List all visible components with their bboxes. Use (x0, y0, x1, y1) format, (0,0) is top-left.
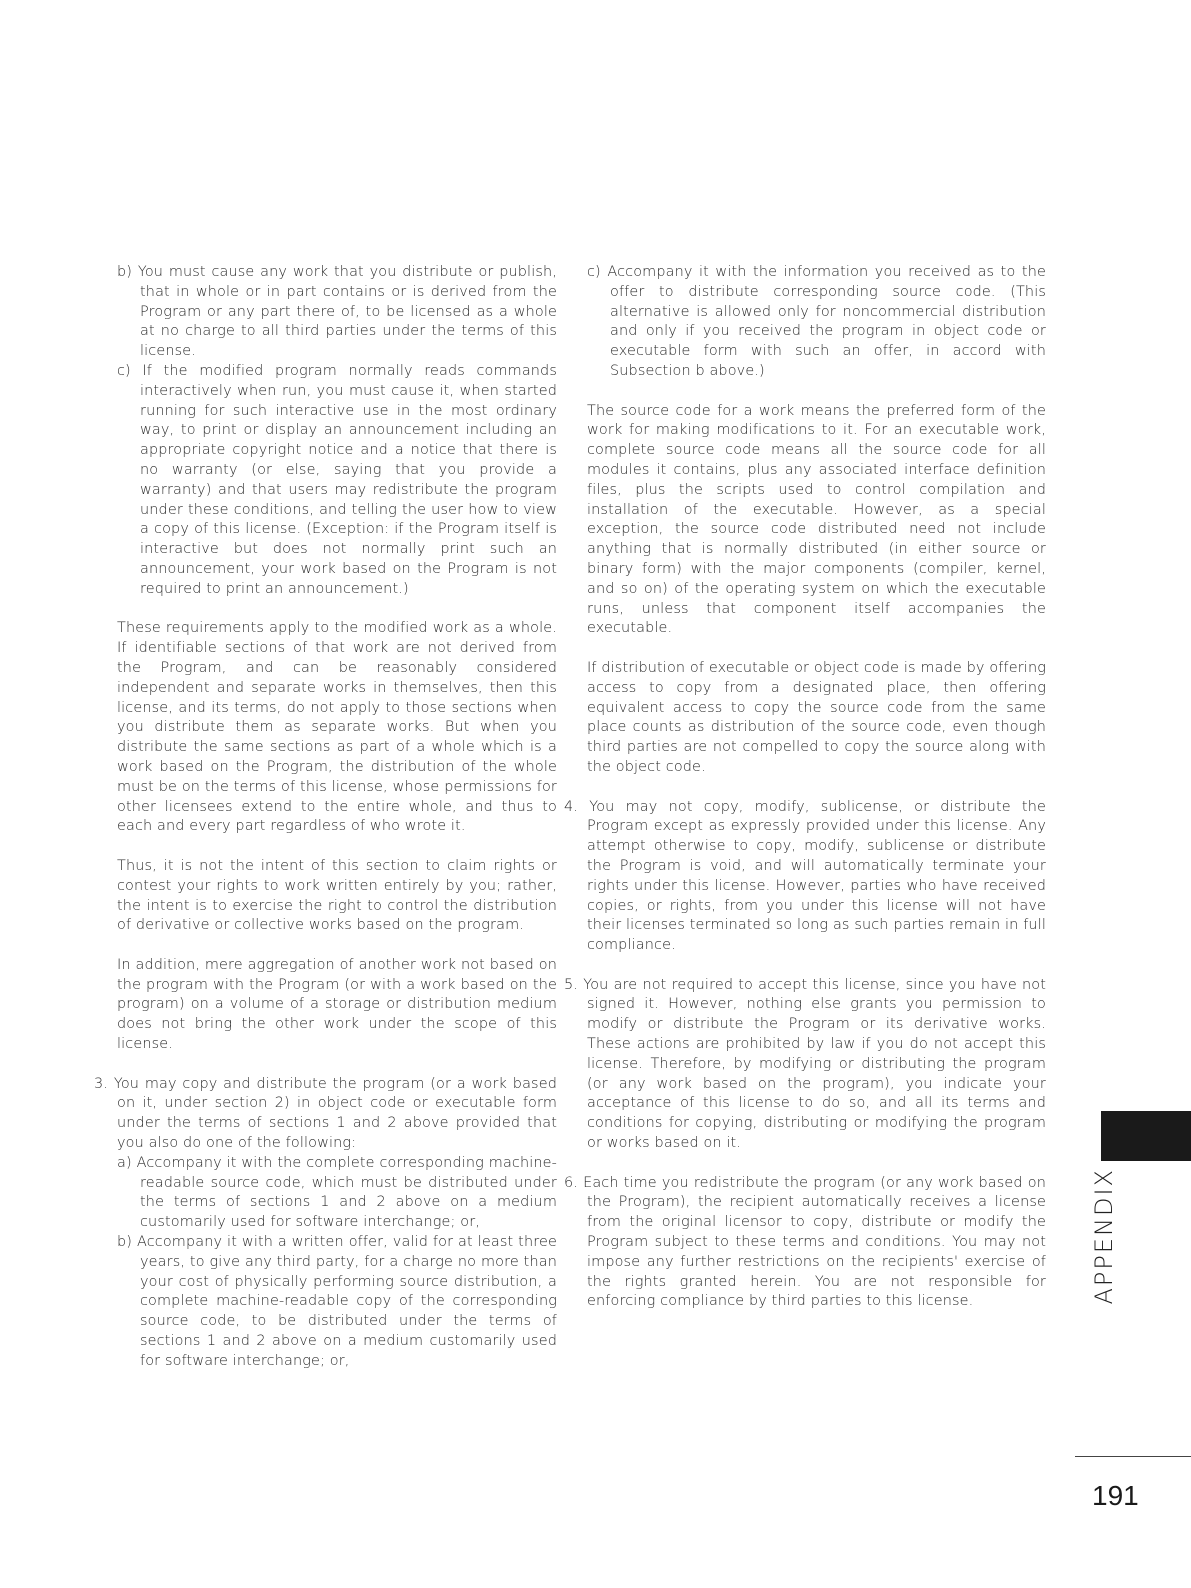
section-5-number: 5. (564, 976, 579, 993)
section-6-number: 6. (564, 1174, 579, 1191)
left-column (94, 263, 558, 1372)
item-a-text: Accompany it with the complete corresponding machine-readable source code, which must be distributed under the terms of sections 1 and 2 above on a medium customarily used for software interchange; or, (136, 1154, 558, 1231)
item-c-text: If the modified program normally reads commands interactively when run, you must cause it, when started running for such interactive use in the most ordinary way, to print or display an announcement including an appropriate copyright notice and a notice that there is no warranty (or else, saying that you provide a warranty) and that users may redistribute the program under these conditions, and telling the user how to view a copy of this license. (Exception: if the Program itself is interactive but does not normally print such an announcement, your work based on the Program is not required to print an announcement.) (140, 362, 557, 597)
page-number: 191 (1092, 1480, 1139, 1511)
paragraph-distribution: If distribution of executable or object code is made by offering access to copy from a designated place, then offering equivalent access to copy the source code from the same place counts as distribution of the source code, even though third parties are not compelled to copy the source along with the object code. (587, 659, 1046, 775)
section-5 (564, 976, 1046, 1154)
section-3-text: You may copy and distribute the program (or a work based on it, under section 2) in object code or executable form under the terms of sections 1 and 2 above provided that you also do one of the following: (113, 1075, 557, 1152)
item-b (117, 263, 557, 362)
section-3-number: 3. (94, 1075, 109, 1092)
item-a (117, 1154, 557, 1233)
item-b-label: b) (117, 264, 133, 280)
item-b-offer (117, 1233, 557, 1372)
item-b-text: You must cause any work that you distribute or publish, that in whole or in part contains or is derived from the Program or any part there of, to be licensed as a whole at no charge to all third parties under the terms of this license. (137, 264, 557, 360)
section-4-number: 4. (564, 798, 579, 815)
paragraph-requirements: These requirements apply to the modified work as a whole. If identifiable sections of that work are not derived from the Program, and can be reasonably considered independent and separate works in themselves, then this license, and its terms, do not apply to those sections when you distribute them as separate works. But when you distribute the same sections as part of a whole which is a work based on the Program, the distribution of the whole must be on the terms of this license, whose permissions for other licensees extend to the entire whole, and thus to each and every part regardless of who wrote it. (117, 620, 557, 835)
item-b-offer-text: Accompany it with a written offer, valid for at least three years, to give any third party, for a charge no more than your cost of physically performing source distribution, a complete machine-readable copy of the corresponding source code, to be distributed under the terms of sections 1 and 2 above on a medium customarily used for software interchange; or, (136, 1234, 557, 1369)
item-c-accompany-label: c) (587, 264, 601, 280)
section-3 (94, 1075, 557, 1154)
paragraph-aggregation: In addition, mere aggregation of another work not based on the program with the Program (or with a work based on the program) on a volume of a storage or distribution medium does not bring the other work under the scope of this license. (117, 956, 557, 1053)
footer-rule (1075, 1456, 1191, 1457)
item-c-label: c) (117, 362, 131, 379)
section-6-text: Each time you redistribute the program (or any work based on the Program), the recipient automatically receives a license from the original licensor to copy, distribute or modify the Program subject to these terms and conditions. You may not impose any further restrictions on the recipients' exercise of the rights granted herein. You are not responsible for enforcing compliance by third parties to this license. (583, 1174, 1046, 1310)
section-6 (564, 1174, 1046, 1313)
appendix-side-label: APPENDIX (1090, 1168, 1118, 1305)
paragraph-source-code: The source code for a work means the preferred form of the work for making modifications to it. For an executable work, complete source code means all the source code for all modules it contains, plus any associated interface definition files, plus the scripts used to control compilation and installation of the executable. However, as a special exception, the source code distributed need not include anything that is normally distributed (in either source or binary form) with the major components (compiler, kernel, and so on) of the operating system on which the executable runs, unless that component itself accompanies the executable. (587, 402, 1046, 637)
item-c-accompany (587, 263, 1046, 382)
appendix-tab-marker (1101, 1111, 1191, 1161)
paragraph-intent: Thus, it is not the intent of this section to claim rights or contest your rights to work written entirely by you; rather, the intent is to exercise the right to control the distribution of derivative or collective works based on the program. (117, 857, 557, 934)
section-4-text: You may not copy, modify, sublicense, or distribute the Program except as expressly provided under this license. Any attempt otherwise to copy, modify, sublicense or distribute the Program is void, and will automatically terminate your rights under this license. However, parties who have received copies, or rights, from you under this license will not have their licenses terminated so long as such parties remain in full compliance. (587, 798, 1046, 954)
item-b-offer-label: b) (117, 1234, 133, 1251)
right-column (564, 263, 1046, 1312)
item-a-label: a) (117, 1154, 132, 1171)
item-c-accompany-text: Accompany it with the information you received as to the offer to distribute corresponding source code. (This alternative is allowed only for noncommercial distribution and only if you received the program in object code or executable form with such an offer, in accord with Subsection b above.) (607, 264, 1046, 379)
item-c (117, 362, 557, 600)
section-4 (564, 798, 1046, 956)
section-5-text: You are not required to accept this license, since you have not signed it. However, nothing else grants you permission to modify or distribute the Program or its derivative works. These actions are prohibited by law if you do not accept this license. Therefore, by modifying or distributing the program (or any work based on the program), you indicate your acceptance of this license to do so, and all its terms and conditions for copying, distributing or modifying the program or works based on it. (583, 976, 1046, 1152)
